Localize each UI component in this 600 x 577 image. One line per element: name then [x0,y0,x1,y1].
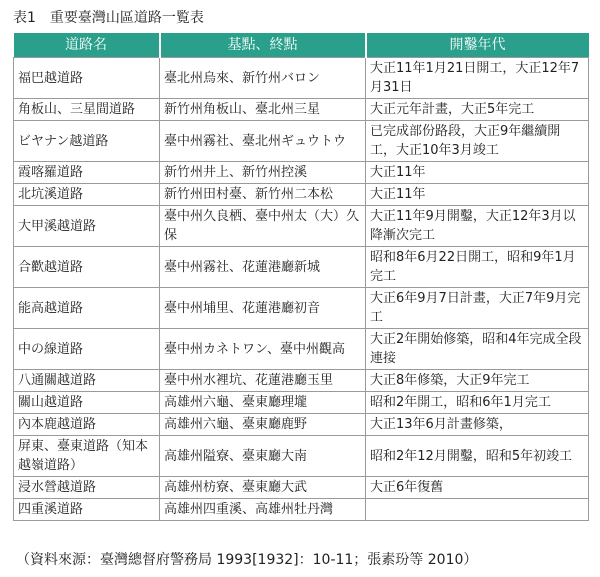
endpoints-cell: 新竹州井上、新竹州控溪 [160,162,366,184]
table-row [14,392,589,414]
endpoints-cell: 高雄州隘寮、臺東廳大南 [160,436,366,477]
table-row [14,499,589,521]
period-cell: 昭和2年開工，昭和6年1月完工 [366,392,589,414]
endpoints-cell: 新竹州田村臺、新竹州二本松 [160,184,366,206]
endpoints-cell: 高雄州枋寮、臺東廳大武 [160,477,366,499]
road-name-cell: 大甲溪越道路 [14,206,160,247]
period-cell: 大正8年修築，大正9年完工 [366,370,589,392]
endpoints-cell: 臺中州霧社、花蓮港廳新城 [160,247,366,288]
period-cell: 大正2年開始修築，昭和4年完成全段連接 [366,329,589,370]
period-cell: 大正11年1月21日開工，大正12年7月31日 [366,58,589,99]
caption-title: 重要臺灣山區道路一覧表 [49,10,204,26]
period-cell: 大正6年9月7日計畫，大正7年9月完工 [366,288,589,329]
period-cell: 大正6年復舊 [366,477,589,499]
table-row [14,436,589,477]
endpoints-cell: 新竹州角板山、臺北州三星 [160,99,366,121]
road-name-cell: 中の線道路 [14,329,160,370]
period-cell: 大正11年 [366,184,589,206]
endpoints-cell: 高雄州六龜、臺東廳鹿野 [160,414,366,436]
period-cell: 大正元年計畫，大正5年完工 [366,99,589,121]
endpoints-cell: 高雄州四重溪、高雄州牡丹灣 [160,499,366,521]
caption-label: 表1 [13,10,36,26]
table-body [14,58,589,521]
road-name-cell: 四重溪道路 [14,499,160,521]
road-name-cell: 霞喀羅道路 [14,162,160,184]
endpoints-cell: 臺中州埔里、花蓮港廳初音 [160,288,366,329]
roads-table [13,33,589,521]
table-row [14,477,589,499]
endpoints-cell: 臺中州水裡坑、花蓮港廳玉里 [160,370,366,392]
endpoints-cell: 高雄州六龜、臺東廳理壠 [160,392,366,414]
road-name-cell: 關山越道路 [14,392,160,414]
header-row [14,33,589,58]
table-row [14,162,589,184]
road-name-cell: 北坑溪道路 [14,184,160,206]
period-cell: 昭和8年6月22日開工，昭和9年1月完工 [366,247,589,288]
period-cell: 大正13年6月計畫修築， [366,414,589,436]
source-note: （資料來源：臺灣總督府警務局 1993[1932]：10-11；張素玢等 2010） [16,552,478,568]
table-row [14,184,589,206]
period-cell: 大正11年 [366,162,589,184]
period-cell [366,499,589,521]
road-name-cell: 浸水營越道路 [14,477,160,499]
road-name-cell: 福巴越道路 [14,58,160,99]
table-row [14,414,589,436]
table-row [14,370,589,392]
endpoints-cell: 臺北州烏來、新竹州バロン [160,58,366,99]
endpoints-cell: 臺中州カネトワン、臺中州觀高 [160,329,366,370]
road-name-cell: ビヤナン越道路 [14,121,160,162]
endpoints-cell: 臺中州久良栖、臺中州太（大）久保 [160,206,366,247]
period-cell: 大正11年9月開鑿，大正12年3月以降漸次完工 [366,206,589,247]
table-row [14,288,589,329]
road-name-cell: 屏東、臺東道路（知本越嶺道路） [14,436,160,477]
table-row [14,58,589,99]
endpoints-cell: 臺中州霧社、臺北州ギュウトウ [160,121,366,162]
table-row [14,247,589,288]
table-row [14,121,589,162]
road-name-cell: 能高越道路 [14,288,160,329]
period-cell: 昭和2年12月開鑿，昭和5年初竣工 [366,436,589,477]
table-row [14,99,589,121]
table-row [14,206,589,247]
table-caption [13,6,204,30]
table-row [14,329,589,370]
header-road-name: 道路名 [14,33,160,58]
road-name-cell: 合歡越道路 [14,247,160,288]
period-cell: 已完成部份路段，大正9年繼續開工，大正10年3月竣工 [366,121,589,162]
road-name-cell: 角板山、三星間道路 [14,99,160,121]
road-name-cell: 八通關越道路 [14,370,160,392]
header-period: 開鑿年代 [366,33,589,58]
header-endpoints: 基點、終點 [160,33,366,58]
road-name-cell: 內本鹿越道路 [14,414,160,436]
